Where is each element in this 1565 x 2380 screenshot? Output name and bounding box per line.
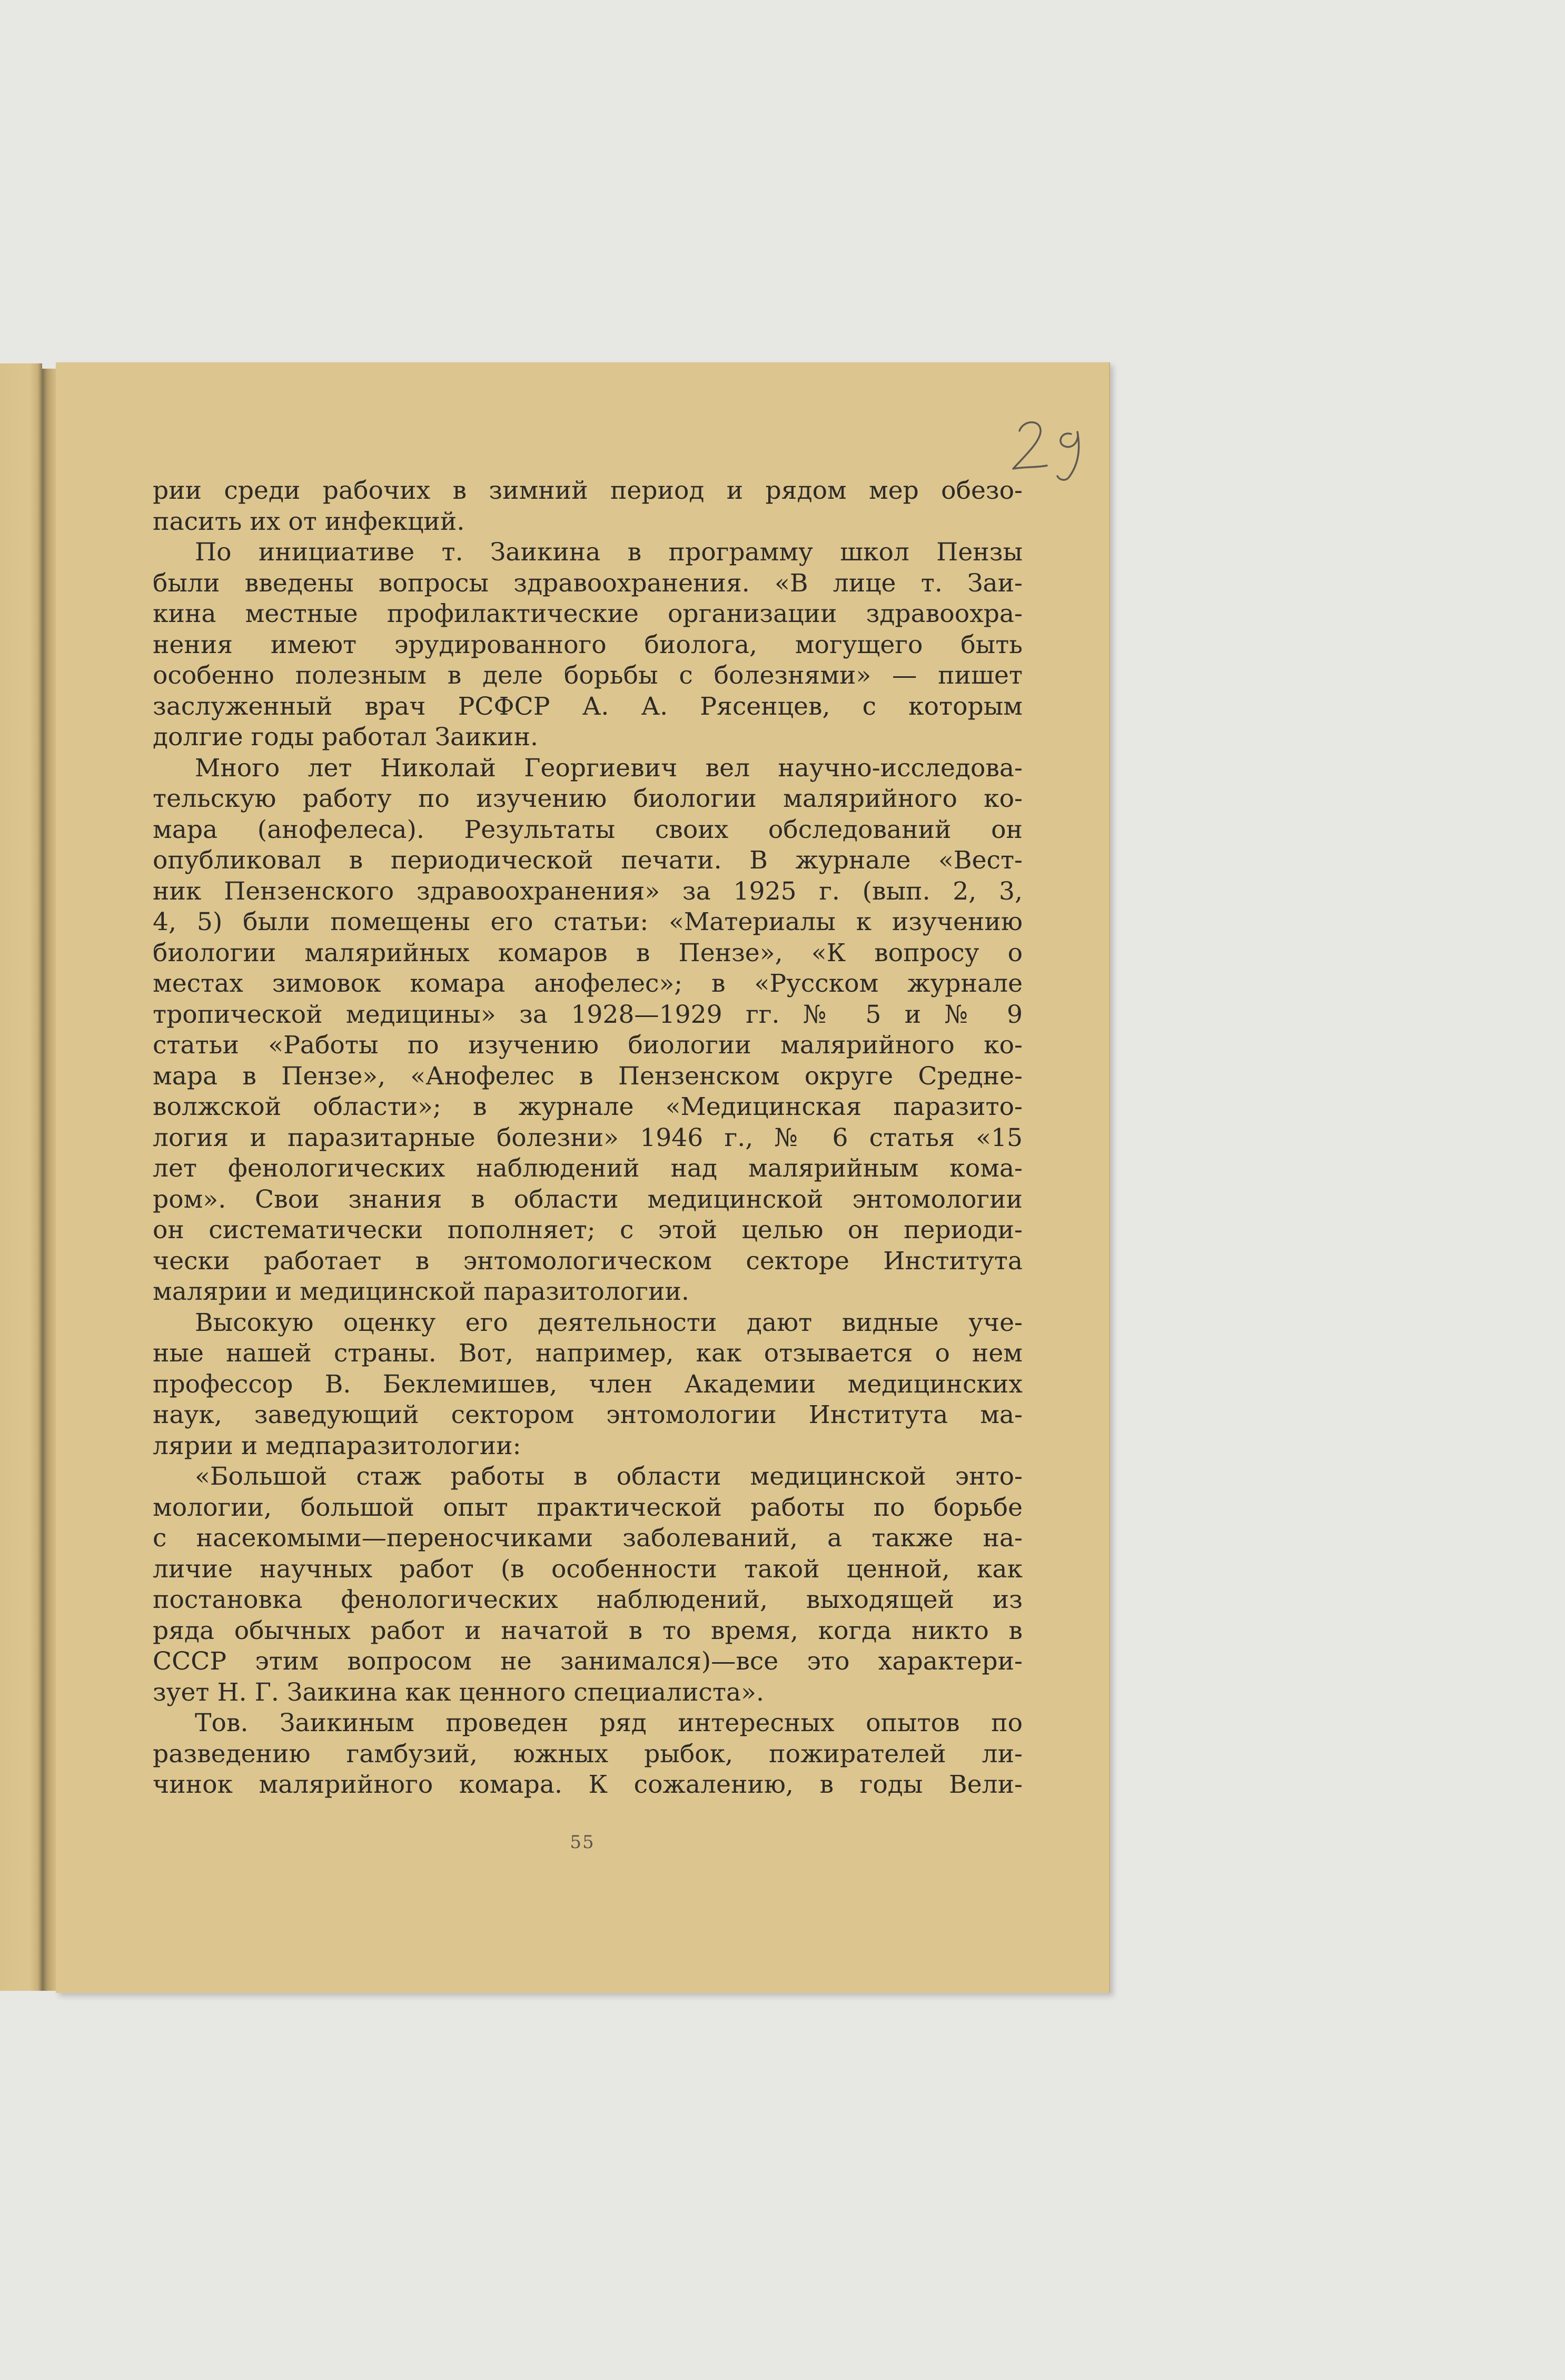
text-line: постановка фенологических наблюдений, выходящей из bbox=[153, 1585, 1023, 1614]
text-line: были введены вопросы здравоохранения. «В лице т. Заи- bbox=[153, 568, 1023, 598]
text-line: наук, заведующий сектором энтомологии Института ма- bbox=[153, 1400, 1023, 1429]
text-line: долгие годы работал Заикин. bbox=[153, 723, 539, 752]
text-line: 4, 5) были помещены его статьи: «Материалы к изучению bbox=[153, 907, 1023, 936]
text-line: опубликовал в периодической печати. В журнале «Вест- bbox=[153, 846, 1023, 875]
text-line: он систематически пополняет; с этой целью он периоди- bbox=[153, 1216, 1023, 1245]
text-line: «Большой стаж работы в области медицинской энто- bbox=[195, 1462, 1023, 1491]
text-line: мара в Пензе», «Анофелес в Пензенском округе Средне- bbox=[153, 1061, 1023, 1091]
text-line: ряда обычных работ и начатой в то время, когда никто в bbox=[153, 1616, 1023, 1645]
text-line: профессор В. Беклемишев, член Академии медицинских bbox=[153, 1369, 1023, 1399]
text-line: местах зимовок комара анофелес»; в «Русском журнале bbox=[153, 969, 1023, 998]
text-line: нения имеют эрудированного биолога, могущего быть bbox=[153, 630, 1023, 659]
text-line: Тов. Заикиным проведен ряд интересных опытов по bbox=[195, 1709, 1023, 1737]
text-line: статьи «Работы по изучению биологии малярийного ко- bbox=[153, 1031, 1023, 1060]
book-page bbox=[56, 362, 1110, 1993]
text-line: лярии и медпаразитологии: bbox=[153, 1431, 521, 1460]
text-line: разведению гамбузий, южных рыбок, пожирателей ли- bbox=[153, 1739, 1023, 1769]
text-line: чинок малярийного комара. К сожалению, в годы Вели- bbox=[153, 1770, 1023, 1799]
adjacent-page-edge bbox=[0, 363, 42, 1991]
text-line: пасить их от инфекций. bbox=[153, 507, 465, 536]
text-line: малярии и медицинской паразитологии. bbox=[153, 1277, 689, 1306]
text-line: зует Н. Г. Заикина как ценного специалиста». bbox=[153, 1677, 764, 1707]
body-text bbox=[153, 476, 1023, 1801]
text-line: ные нашей страны. Вот, например, как отзывается о нем bbox=[153, 1339, 1023, 1368]
page-number: 55 bbox=[570, 1832, 595, 1853]
text-line: тропической медицины» за 1928—1929 гг. № 5 и № 9 bbox=[153, 1000, 1023, 1029]
text-line: мара (анофелеса). Результаты своих обследований он bbox=[153, 815, 1023, 844]
text-line: лет фенологических наблюдений над малярийным кома- bbox=[153, 1154, 1023, 1183]
text-line: личие научных работ (в особенности такой ценной, как bbox=[153, 1554, 1023, 1584]
text-line: с насекомыми—переносчиками заболеваний, а также на- bbox=[153, 1524, 1023, 1553]
text-line: СССР этим вопросом не занимался)—все это характери- bbox=[153, 1647, 1023, 1676]
text-line: чески работает в энтомологическом секторе Института bbox=[153, 1246, 1023, 1276]
book-gutter bbox=[42, 369, 56, 1991]
text-line: кина местные профилактические организации здравоохра- bbox=[153, 599, 1023, 628]
text-line: волжской области»; в журнале «Медицинская паразито- bbox=[153, 1092, 1023, 1121]
text-line: Много лет Николай Георгиевич вел научно-исследова- bbox=[195, 753, 1023, 783]
text-line: логия и паразитарные болезни» 1946 г., № 6 статья «15 bbox=[153, 1123, 1023, 1152]
text-line: ник Пензенского здравоохранения» за 1925 г. (вып. 2, 3, bbox=[153, 876, 1023, 906]
text-line: ром». Свои знания в области медицинской энтомологии bbox=[153, 1184, 1023, 1214]
text-line: тельскую работу по изучению биологии малярийного ко- bbox=[153, 784, 1023, 813]
text-line: По инициативе т. Заикина в программу школ Пензы bbox=[195, 538, 1023, 567]
text-line: Высокую оценку его деятельности дают видные уче- bbox=[195, 1308, 1023, 1337]
text-line: заслуженный врач РСФСР А. А. Рясенцев, с которым bbox=[153, 692, 1023, 721]
text-line: рии среди рабочих в зимний период и рядом мер обезо- bbox=[153, 476, 1023, 505]
text-line: особенно полезным в деле борьбы с болезнями» — пишет bbox=[153, 661, 1023, 690]
text-line: биологии малярийных комаров в Пензе», «К вопросу о bbox=[153, 938, 1023, 967]
text-line: мологии, большой опыт практической работы по борьбе bbox=[153, 1493, 1023, 1522]
